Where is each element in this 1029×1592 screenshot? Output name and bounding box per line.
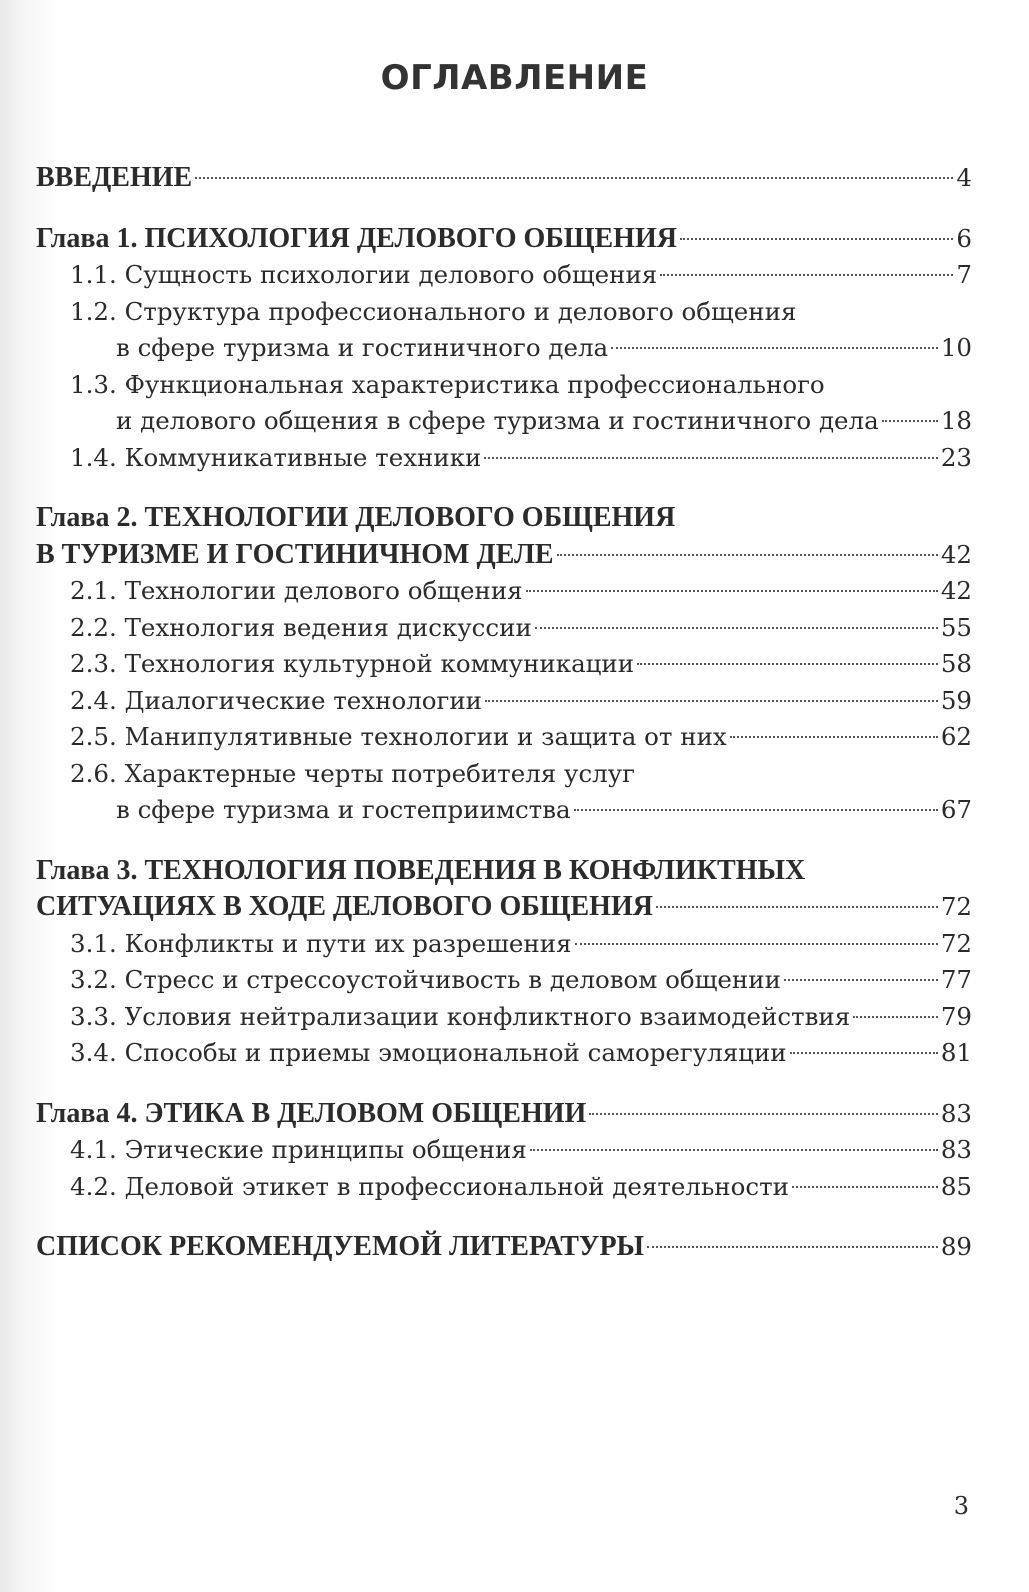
toc-page-number: 83 <box>940 1135 972 1164</box>
toc-page-number: 81 <box>940 1038 972 1067</box>
toc-entry-label: в сфере туризма и гостеприимства <box>116 795 571 824</box>
dot-leader <box>660 274 953 276</box>
toc-entry-section-3-4[interactable] <box>36 1035 972 1072</box>
toc-entry-label: 2.4. Диалогические технологии <box>70 685 483 715</box>
toc-entry-chapter-3-line-2[interactable] <box>36 889 972 926</box>
toc-entry-section-2-5[interactable] <box>36 719 972 756</box>
toc-page-number: 77 <box>940 965 972 994</box>
dot-leader <box>535 627 938 629</box>
toc-entry-label: 3.3. Условия нейтрализации конфликтного взаимодействия <box>70 1001 851 1031</box>
dot-leader <box>790 1052 938 1054</box>
dot-leader <box>656 906 938 908</box>
toc-entry-label: 3.4. Способы и приемы эмоциональной саморегуляции <box>70 1038 787 1067</box>
dot-leader <box>574 809 938 811</box>
dot-leader <box>792 1186 938 1188</box>
toc-entry-label: Глава 4. ЭТИКА В ДЕЛОВОМ ОБЩЕНИИ <box>36 1097 587 1129</box>
toc-entry-label: СИТУАЦИЯХ В ХОДЕ ДЕЛОВОГО ОБЩЕНИЯ <box>36 891 653 922</box>
toc-entry-section-2-4[interactable] <box>36 683 972 720</box>
toc-entry-label: 4.2. Деловой этикет в профессиональной деятельности <box>70 1171 789 1201</box>
toc-entry-label: 3.2. Стресс и стрессоустойчивость в деловом общении <box>70 965 781 994</box>
toc-entry-section-1-1[interactable] <box>36 257 972 294</box>
toc-page-number: 42 <box>940 576 972 605</box>
toc-entry-label: 2.5. Манипулятивные технологии и защита от них <box>70 722 727 751</box>
toc-entry-references[interactable] <box>36 1229 972 1266</box>
dot-leader <box>853 1016 938 1018</box>
toc-entry-label: В ТУРИЗМЕ И ГОСТИНИЧНОМ ДЕЛЕ <box>36 538 554 570</box>
toc-page-number: 67 <box>940 795 972 824</box>
toc-entry-section-1-4[interactable] <box>36 440 972 477</box>
toc-page-number: 85 <box>940 1171 972 1201</box>
dot-leader <box>611 347 938 349</box>
dot-leader <box>589 1113 938 1115</box>
dot-leader <box>195 177 953 179</box>
toc-entry-chapter-4[interactable] <box>36 1096 972 1133</box>
toc-page-number: 59 <box>940 685 972 715</box>
toc-page-number: 83 <box>940 1098 972 1128</box>
toc-entry-label: и делового общения в сфере туризма и гостиничного дела <box>116 406 879 435</box>
toc-entry-section-2-6-line-1[interactable]: 2.6. Характерные черты потребителя услуг <box>70 758 635 788</box>
toc-entry-section-4-2[interactable] <box>36 1169 972 1206</box>
table-of-contents <box>36 160 972 1266</box>
dot-leader <box>485 700 938 702</box>
toc-entry-label: 2.1. Технологии делового общения <box>70 576 523 605</box>
toc-page-number: 79 <box>940 1001 972 1031</box>
toc-page-number: 55 <box>940 612 972 642</box>
toc-page-number: 58 <box>940 649 972 678</box>
toc-entry-section-4-1[interactable] <box>36 1132 972 1169</box>
toc-entry-section-1-3-line-1[interactable]: 1.3. Функциональная характеристика профессионального <box>70 369 825 399</box>
toc-entry-chapter-3-line-1[interactable]: Глава 3. ТЕХНОЛОГИЯ ПОВЕДЕНИЯ В КОНФЛИКТНЫХ <box>36 854 806 886</box>
toc-entry-chapter-1[interactable] <box>36 221 972 258</box>
toc-page-number: 72 <box>940 892 972 921</box>
toc-entry-chapter-2-line-1[interactable]: Глава 2. ТЕХНОЛОГИИ ДЕЛОВОГО ОБЩЕНИЯ <box>36 502 676 533</box>
dot-leader <box>730 736 938 738</box>
toc-entry-label: СПИСОК РЕКОМЕНДУЕМОЙ ЛИТЕРАТУРЫ <box>36 1231 645 1262</box>
toc-entry-label: Глава 1. ПСИХОЛОГИЯ ДЕЛОВОГО ОБЩЕНИЯ <box>36 222 677 254</box>
toc-entry-label: ВВЕДЕНИЕ <box>36 162 193 193</box>
toc-page-number: 7 <box>956 260 972 289</box>
dot-leader <box>530 1149 938 1151</box>
toc-entry-label: 3.1. Конфликты и пути их разрешения <box>70 928 572 958</box>
toc-entry-label: 2.2. Технология ведения дискуссии <box>70 612 532 642</box>
toc-entry-chapter-2-line-2[interactable] <box>36 537 972 574</box>
toc-entry-section-3-3[interactable] <box>36 999 972 1036</box>
toc-entry-section-1-2-line-1[interactable]: 1.2. Структура профессионального и делового общения <box>70 296 797 326</box>
toc-page-number: 62 <box>940 722 972 751</box>
toc-entry-label: в сфере туризма и гостиничного дела <box>116 333 609 362</box>
dot-leader <box>637 663 938 665</box>
dot-leader <box>557 554 938 556</box>
toc-page-number: 23 <box>940 442 972 472</box>
toc-entry-label: 1.1. Сущность психологии делового общения <box>70 260 658 289</box>
toc-entry-label: 2.3. Технология культурной коммуникации <box>70 649 635 678</box>
toc-entry-section-2-6-line-2[interactable] <box>36 792 972 829</box>
toc-entry-section-2-3[interactable] <box>36 646 972 683</box>
toc-entry-section-1-3-line-2[interactable] <box>36 403 972 440</box>
dot-leader <box>575 943 938 945</box>
toc-page-number: 4 <box>956 163 972 192</box>
toc-entry-section-2-2[interactable] <box>36 610 972 647</box>
toc-entry-section-3-2[interactable] <box>36 962 972 999</box>
dot-leader <box>647 1246 938 1248</box>
toc-entry-introduction[interactable] <box>36 160 972 197</box>
dot-leader <box>526 590 938 592</box>
toc-page-number: 89 <box>940 1232 972 1261</box>
dot-leader <box>784 979 938 981</box>
toc-page-number: 6 <box>956 223 972 253</box>
page-title: ОГЛАВЛЕНИЕ <box>380 58 649 98</box>
toc-entry-section-1-2-line-2[interactable] <box>36 330 972 367</box>
toc-page-number: 72 <box>940 928 972 958</box>
toc-page-number: 18 <box>940 406 972 435</box>
toc-page-number: 42 <box>940 539 972 569</box>
page-number: 3 <box>953 1492 969 1520</box>
dot-leader <box>882 420 938 422</box>
dot-leader <box>484 457 937 459</box>
toc-entry-section-2-1[interactable] <box>36 573 972 610</box>
toc-entry-label: 1.4. Коммуникативные техники <box>70 442 482 472</box>
toc-page-number: 10 <box>940 333 972 362</box>
dot-leader <box>680 238 953 240</box>
toc-entry-section-3-1[interactable] <box>36 926 972 963</box>
toc-entry-label: 4.1. Этические принципы общения <box>70 1135 527 1164</box>
